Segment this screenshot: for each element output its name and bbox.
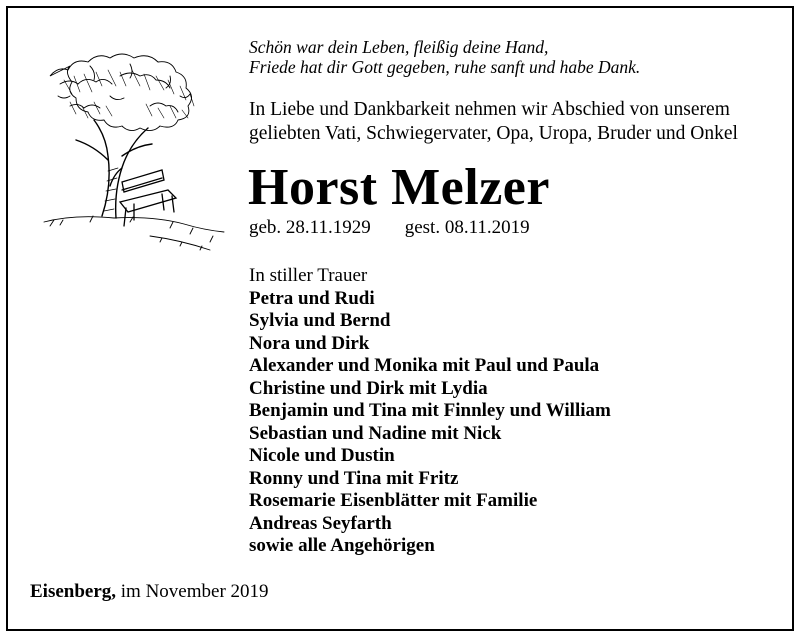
poem bbox=[249, 37, 640, 77]
mourners-lead: In stiller Trauer bbox=[249, 265, 368, 286]
intro-line: geliebten Vati, Schwiegervater, Opa, Uropa, Bruder und Onkel bbox=[249, 123, 738, 144]
mourner-name: Nicole und Dustin bbox=[249, 445, 395, 466]
mourner-name: Petra und Rudi bbox=[249, 287, 375, 309]
mourner-name: Sylvia und Bernd bbox=[249, 310, 391, 331]
poem-line: Friede hat dir Gott gegeben, ruhe sanft und habe Dank. bbox=[249, 57, 641, 77]
place-date-footer bbox=[30, 581, 269, 603]
death-date: gest. 08.11.2019 bbox=[404, 217, 530, 238]
mourner-name: Ronny und Tina mit Fritz bbox=[249, 467, 459, 489]
tree-bench-icon bbox=[30, 36, 230, 254]
birth-date: geb. 28.11.1929 bbox=[249, 217, 371, 238]
deceased-name: Horst Melzer bbox=[248, 159, 550, 216]
mourner-name: Alexander und Monika mit Paul und Paula bbox=[249, 355, 600, 376]
mourner-name: sowie alle Angehörigen bbox=[249, 535, 435, 556]
footer-date: im November 2019 bbox=[116, 581, 269, 602]
mourner-name: Andreas Seyfarth bbox=[249, 512, 392, 534]
mourner-name: Rosemarie Eisenblätter mit Familie bbox=[249, 490, 538, 511]
mourner-name: Nora und Dirk bbox=[249, 332, 370, 354]
mourner-name: Christine und Dirk mit Lydia bbox=[249, 377, 488, 399]
mourner-name: Benjamin und Tina mit Finnley und William bbox=[249, 400, 611, 421]
intro-text bbox=[249, 98, 779, 146]
poem-line: Schön war dein Leben, fleißig deine Hand, bbox=[249, 37, 549, 57]
mourners-list bbox=[249, 265, 611, 558]
mourner-name: Sebastian und Nadine mit Nick bbox=[249, 422, 502, 444]
intro-line: In Liebe und Dankbarkeit nehmen wir Abschied von unserem bbox=[249, 99, 730, 120]
place: Eisenberg, bbox=[30, 581, 117, 602]
life-dates bbox=[249, 217, 530, 239]
